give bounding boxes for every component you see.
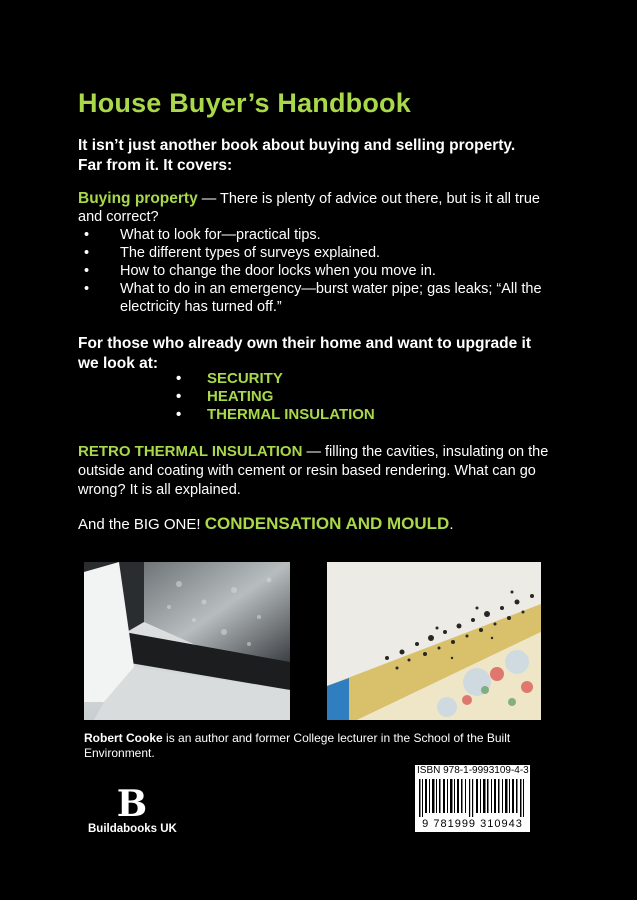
list-item: • SECURITY [176, 370, 283, 387]
barcode-digits: 9 781999 310943 [422, 818, 523, 830]
list-item: • The different types of surveys explained. [84, 245, 381, 261]
bullet-icon: • [84, 245, 90, 261]
list-item: • How to change the door locks when you move in. [84, 263, 436, 279]
list-item: • HEATING [176, 388, 274, 405]
condensation-highlight: CONDENSATION AND MOULD [204, 514, 450, 533]
bullet-icon: • [176, 370, 182, 387]
list-item: • What to look for—practical tips. [84, 227, 321, 243]
book-title: House Buyer’s Handbook [78, 88, 411, 118]
window-condensation-photo [84, 562, 290, 720]
big-one-line: And the BIG ONE! CONDENSATION AND MOULD. [78, 514, 454, 533]
retro-section [78, 442, 568, 500]
bullet-icon: • [176, 388, 182, 405]
publisher-logo-letter: B [116, 785, 148, 821]
barcode-bars [419, 779, 526, 817]
bullet-icon: • [84, 263, 90, 279]
author-description: is an author and former College lecturer in the School of the Built Environment. [84, 731, 511, 760]
upgrade-list [176, 370, 375, 424]
buying-text: — There is plenty of advice out there, but is it all true and correct? [78, 191, 540, 225]
bullet-icon: • [84, 281, 90, 297]
retro-text: — filling the cavities, insulating on the outside and coating with cement or resin based rendering. What can go wrong? It is all explained. [78, 444, 549, 498]
intro-line-2: Far from it. It covers: [78, 157, 233, 174]
publisher-name: Buildabooks UK [88, 823, 177, 835]
buying-paragraph [78, 190, 568, 226]
author-bio [84, 731, 554, 761]
intro-text [78, 136, 558, 176]
publisher-logo [92, 785, 172, 821]
intro-line-1: It isn’t just another book about buying and selling property. [78, 137, 516, 154]
upgrade-intro [78, 334, 568, 374]
buying-lead: Buying property [78, 190, 198, 207]
list-item: • THERMAL INSULATION [176, 406, 375, 423]
isbn-label: ISBN 978-1-9993109-4-3 [417, 765, 529, 776]
mould-ceiling-photo [327, 562, 541, 720]
isbn-barcode [415, 765, 530, 832]
retro-lead: RETRO THERMAL INSULATION [78, 443, 303, 460]
upgrade-line-1: For those who already own their home and want to upgrade it [78, 335, 531, 352]
list-item: • What to do in an emergency—burst water pipe; gas leaks; “All the electricity has turned off.” [84, 281, 542, 315]
upgrade-line-2: we look at: [78, 355, 159, 372]
bullet-icon: • [84, 227, 90, 243]
bullet-icon: • [176, 406, 182, 423]
buying-list [78, 226, 568, 316]
buying-section [78, 190, 568, 316]
author-name: Robert Cooke [84, 731, 163, 745]
